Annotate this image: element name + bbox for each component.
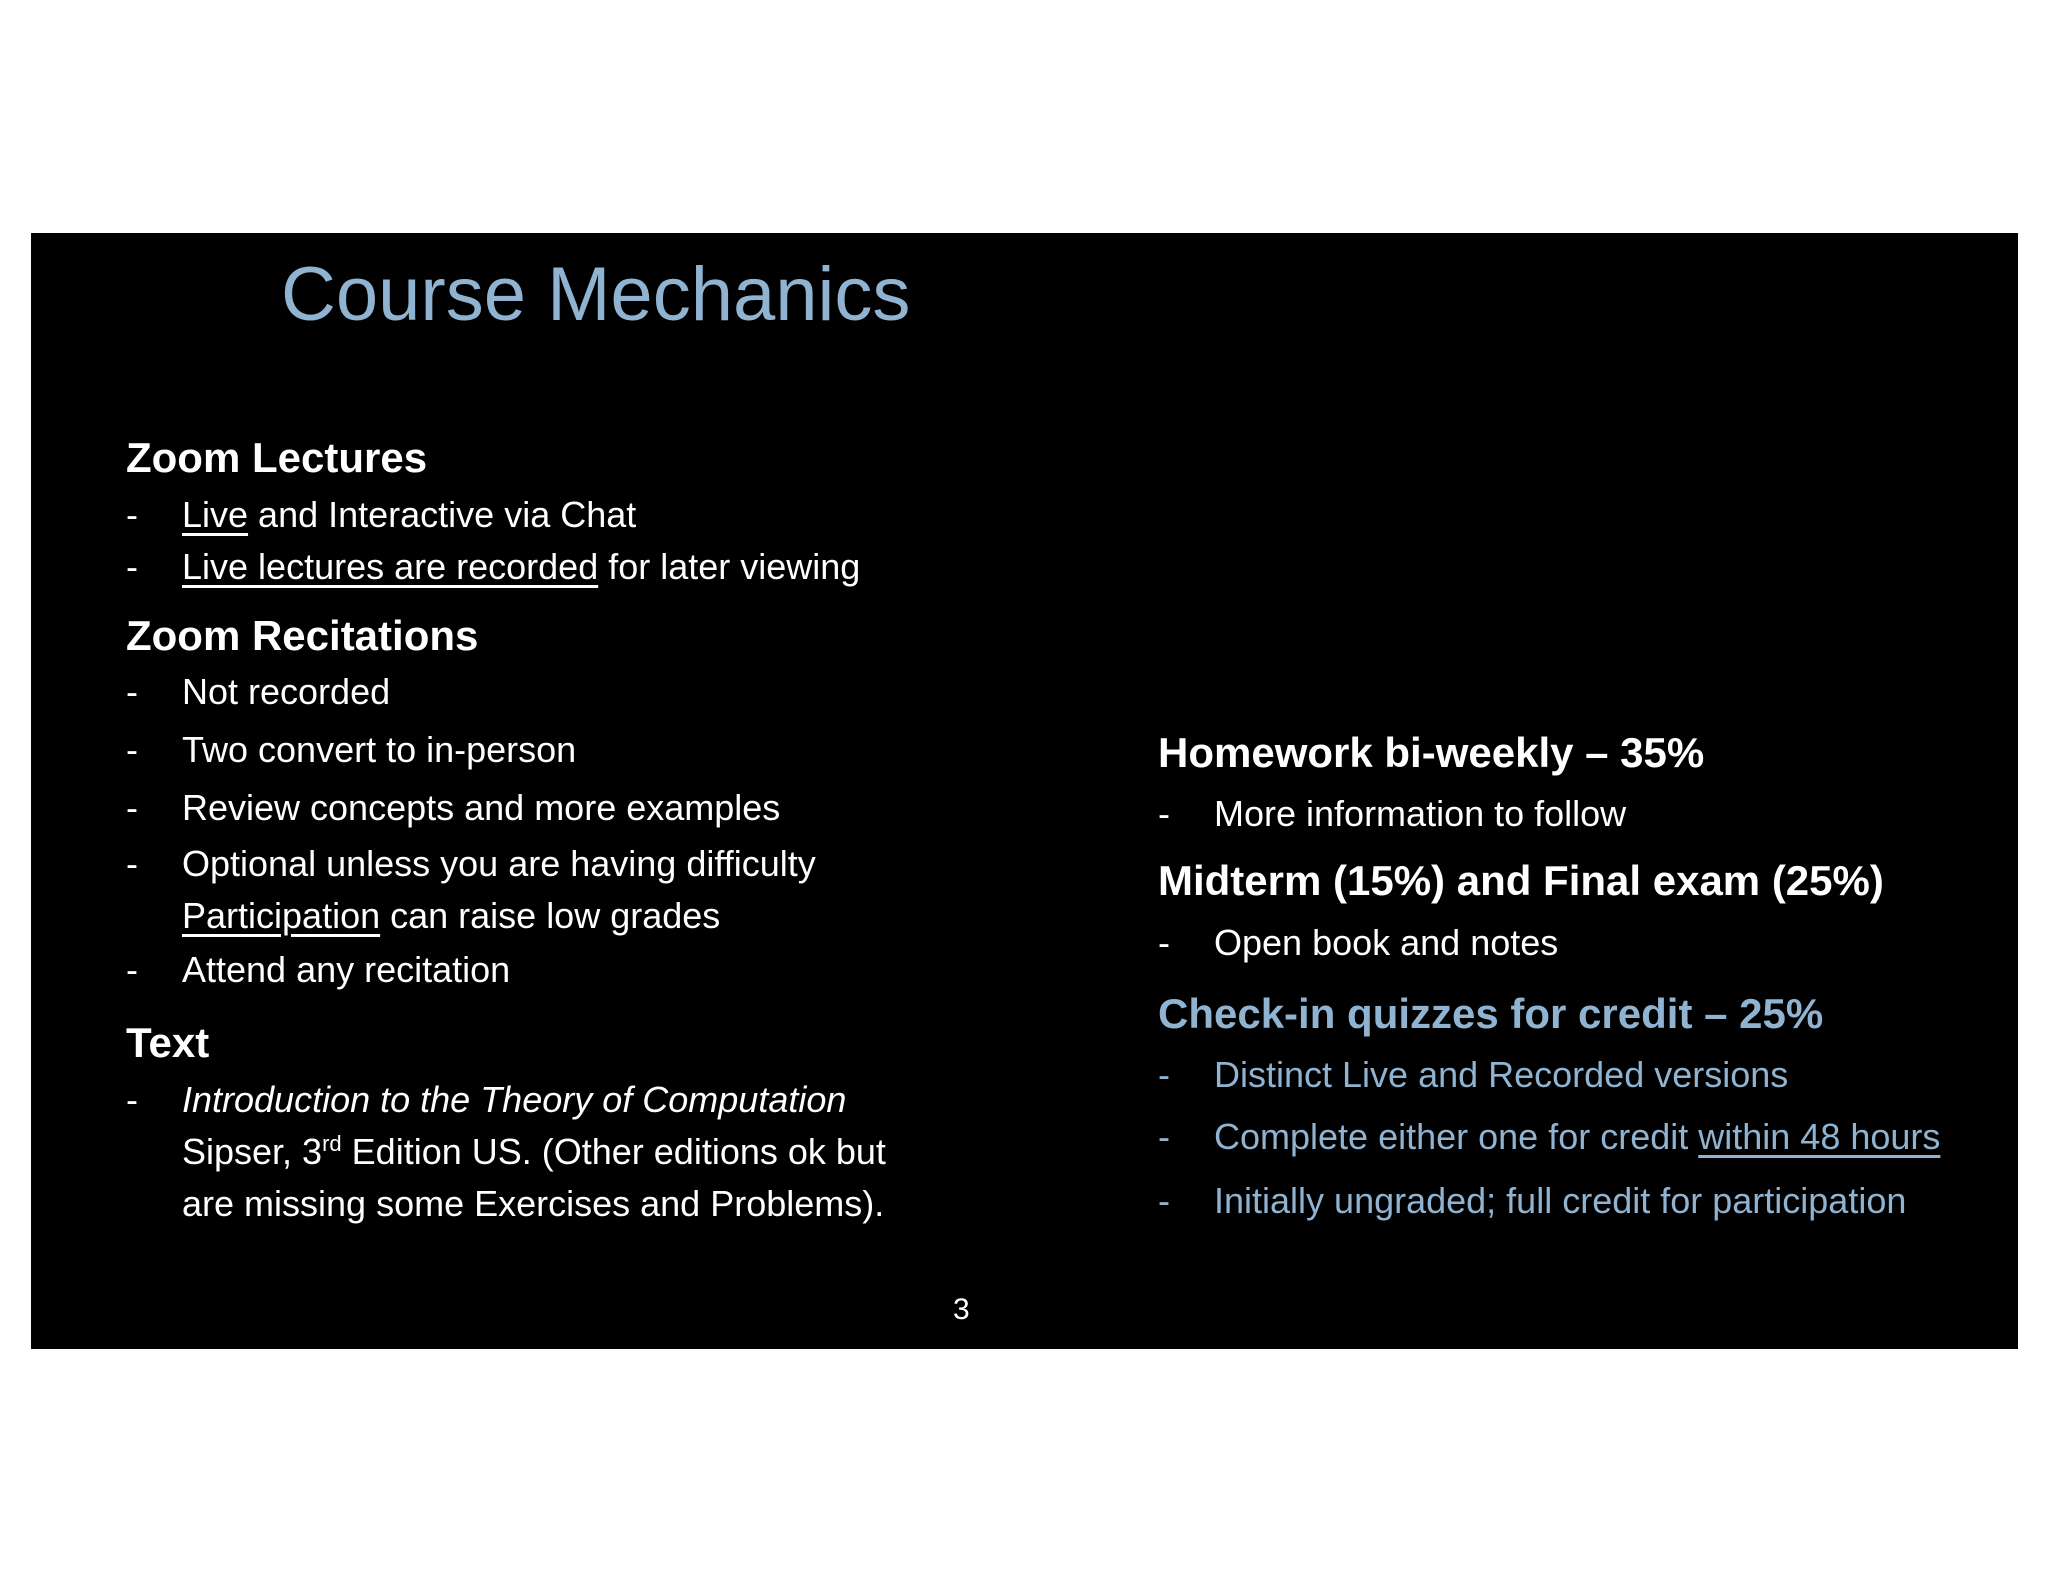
list-item: - Open book and notes [1158, 921, 1559, 963]
quizzes-list [1158, 1049, 2008, 1227]
text-heading: Text [126, 1018, 210, 1066]
zoom-recitations-list [126, 666, 1046, 996]
right-column [1158, 728, 2008, 1227]
zoom-lectures-list [126, 489, 1046, 593]
list-item: - Attend any recitation [126, 948, 511, 990]
list-item: - Review concepts and more examples [126, 786, 781, 828]
list-item: - Two convert to in-person [126, 728, 577, 770]
book-title: Introduction to the Theory of Computation [182, 1079, 847, 1121]
slide-title: Course Mechanics [281, 252, 911, 337]
text-list [126, 1074, 1046, 1230]
zoom-lectures-heading: Zoom Lectures [126, 434, 428, 481]
list-item: - Optional unless you are having difficulty Participation can raise low grades [126, 842, 816, 936]
list-item: - Live and Interactive via Chat [126, 494, 637, 536]
exams-list [1158, 917, 2008, 969]
list-item: - More information to follow [1158, 793, 1627, 835]
homework-list [1158, 788, 2008, 840]
participation-link: Participation [182, 894, 381, 936]
slide [31, 233, 2018, 1349]
left-column [126, 433, 1046, 1230]
list-item: - Complete either one for credit within 48 hours [1158, 1116, 1941, 1158]
list-item: - Introduction to the Theory of Computation Sipser, 3rd Edition US. (Other editions ok but are missing some Exercises and Problems). [126, 1079, 886, 1225]
quizzes-heading: Check-in quizzes for credit – 25% [1158, 989, 1824, 1037]
list-item: - Initially ungraded; full credit for participation [1158, 1180, 1907, 1222]
live-link: Live [182, 494, 249, 536]
list-item: - Distinct Live and Recorded versions [1158, 1054, 1789, 1096]
list-item: - Not recorded [126, 670, 391, 712]
within-48-hours-link: within 48 hours [1698, 1116, 1941, 1158]
recorded-link: Live lectures are recorded [182, 546, 599, 588]
zoom-recitations-heading: Zoom Recitations [126, 612, 479, 660]
list-item: - Live lectures are recorded for later viewing [126, 546, 861, 588]
exams-heading: Midterm (15%) and Final exam (25%) [1158, 857, 1884, 905]
page-number: 3 [953, 1293, 970, 1326]
homework-heading: Homework bi-weekly – 35% [1158, 729, 1705, 776]
